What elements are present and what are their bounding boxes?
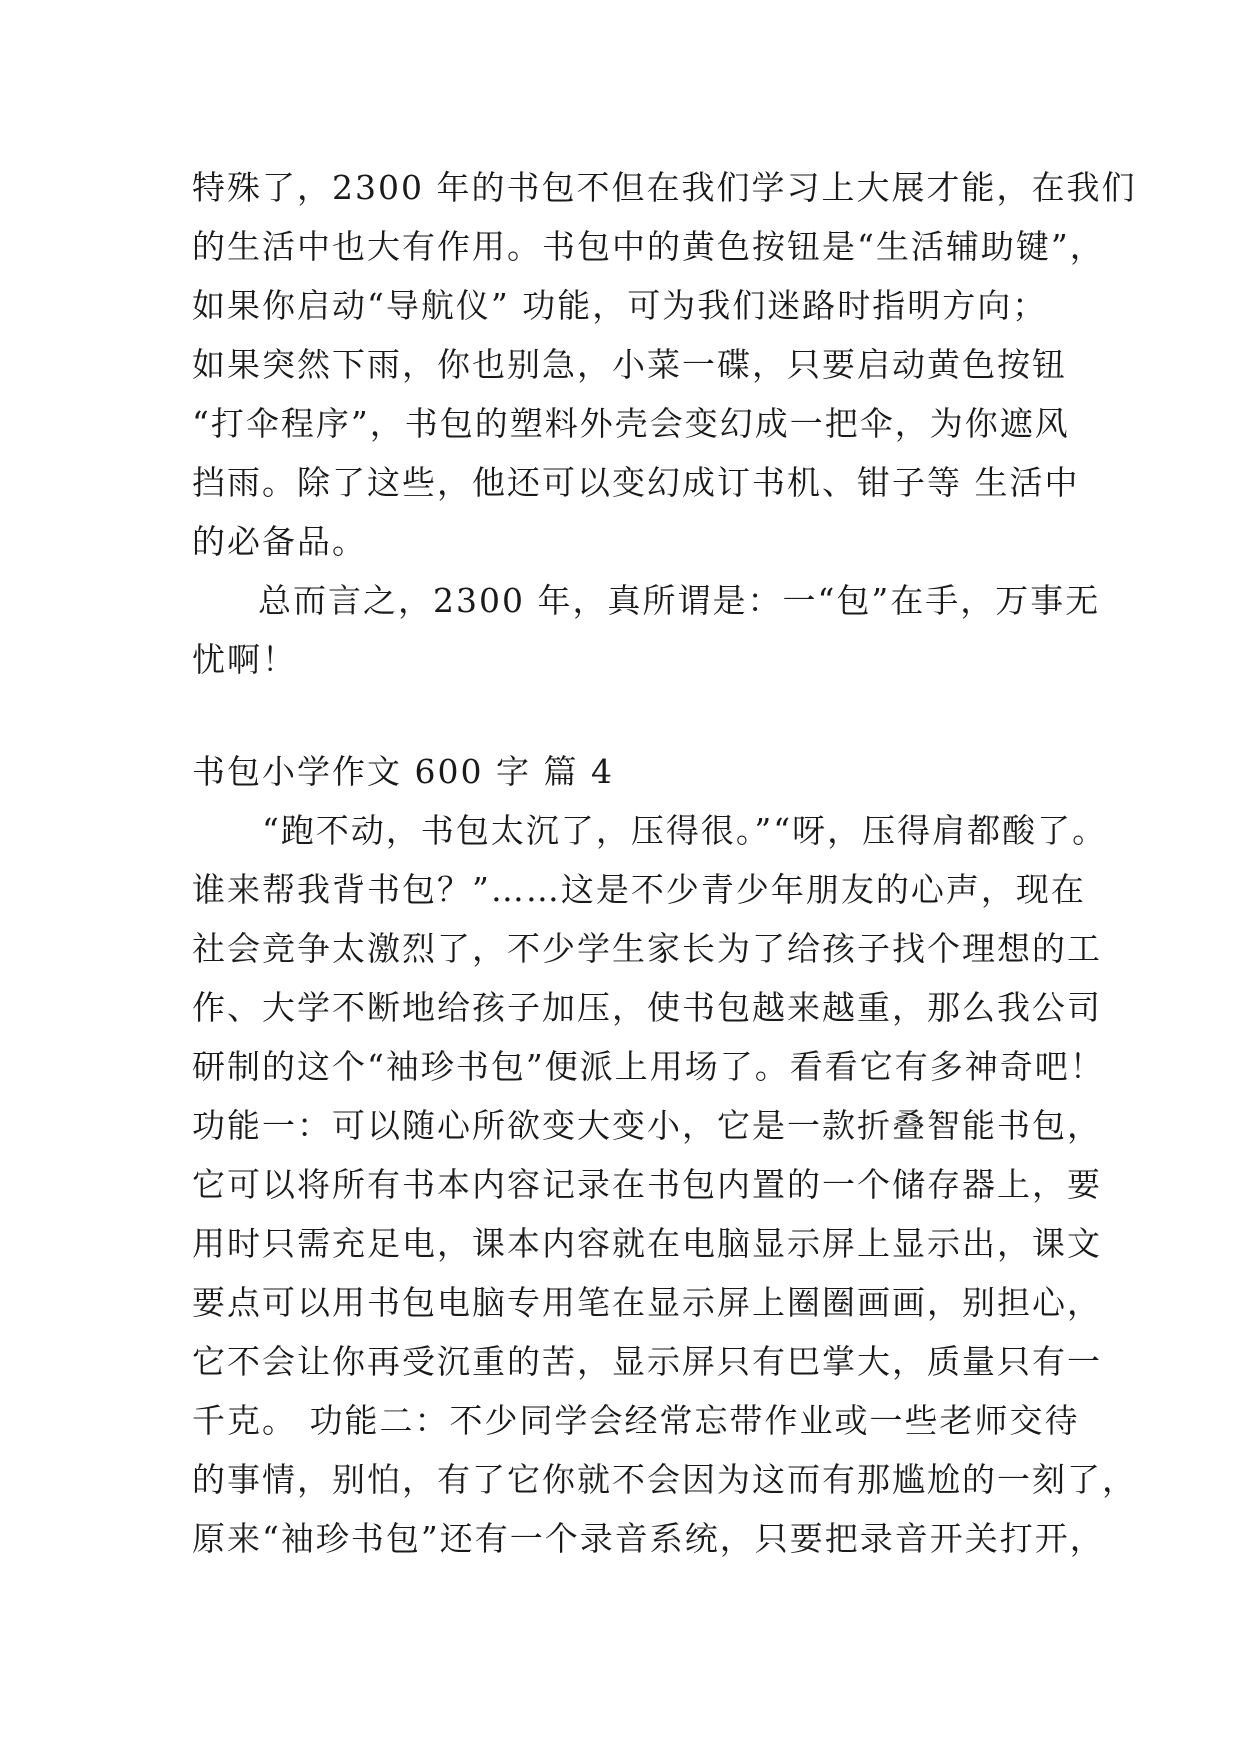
text-line: “打伞程序”，书包的塑料外壳会变幻成一把伞，为你遮风 [192,404,1070,443]
text-line: 挡雨。除了这些，他还可以变幻成订书机、钳子等 生活中 [192,463,1080,502]
text-line: 它不会让你再受沉重的苦，显示屏只有巴掌大，质量只有一 [192,1342,1102,1381]
text-line: 的必备品。 [192,522,367,561]
text-line: 的生活中也大有作用。书包中的黄色按钮是“生活辅助键”， [192,227,1105,266]
text-line: 特殊了，2300 年的书包不但在我们学习上大展才能，在我们 [192,168,1137,207]
text-line: 要点可以用书包电脑专用笔在显示屏上圈圈画画，别担心， [192,1283,1102,1322]
text-line: 如果突然下雨，你也别急，小菜一碟，只要启动黄色按钮 [192,345,1067,384]
text-line: 总而言之，2300 年，真所谓是：一“包”在手，万事无 [258,581,1101,620]
text-line: 功能一：可以随心所欲变大变小，它是一款折叠智能书包， [192,1106,1102,1145]
text-line: 忧啊！ [192,640,297,679]
text-line: 社会竞争太激烈了，不少学生家长为了给孩子找个理想的工 [192,929,1102,968]
text-line: 它可以将所有书本内容记录在书包内置的一个储存器上，要 [192,1165,1102,1204]
text-line: 谁来帮我背书包？”……这是不少青少年朋友的心声，现在 [192,870,1086,909]
text-line: 研制的这个“袖珍书包”便派上用场了。看看它有多神奇吧！ [192,1047,1105,1086]
text-line: 如果你启动“导航仪” 功能，可为我们迷路时指明方向； [192,286,1048,325]
text-line: “跑不动，书包太沉了，压得很。”“呀，压得肩都酸了。 [262,811,1108,850]
section-heading: 书包小学作文 600 字 篇 4 [192,752,614,791]
text-line: 千克。 功能二：不少同学会经常忘带作业或一些老师交待 [192,1401,1080,1440]
text-line: 作、大学不断地给孩子加压，使书包越来越重，那么我公司 [192,988,1102,1027]
text-line: 用时只需充足电，课本内容就在电脑显示屏上显示出，课文 [192,1224,1102,1263]
text-line: 的事情，别怕，有了它你就不会因为这而有那尴尬的一刻了， [192,1460,1137,1499]
text-line: 原来“袖珍书包”还有一个录音系统，只要把录音开关打开， [192,1519,1105,1558]
